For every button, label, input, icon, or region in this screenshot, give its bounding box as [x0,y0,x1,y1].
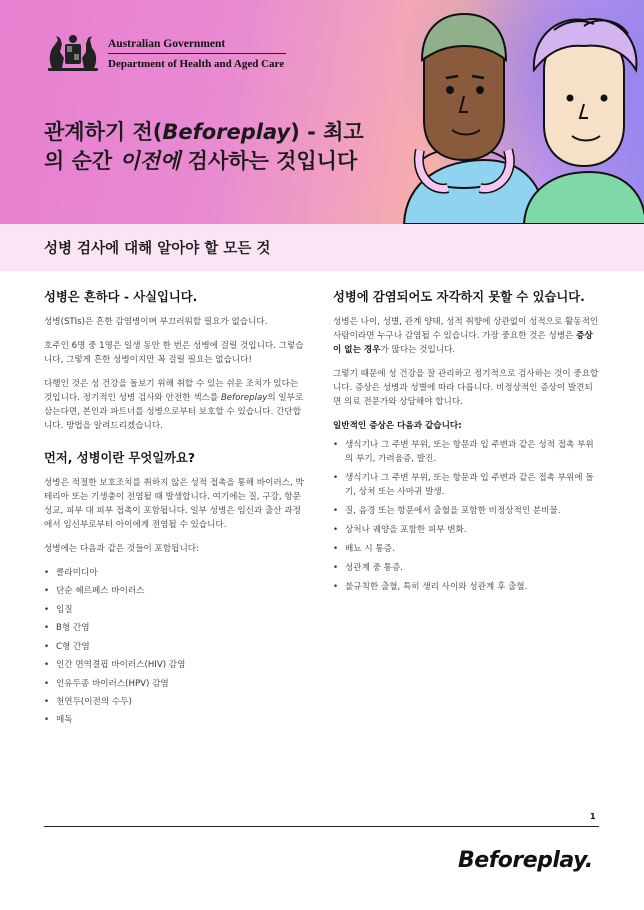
page-title: 관계하기 전(Beforeplay) - 최고의 순간 이전에 검사하는 것입니다 [44,120,364,173]
paragraph: 성병은 나이, 성별, 관계 양태, 성적 취향에 상관없이 성적으로 활동적인 사람이라면 누구나 감염될 수 있습니다. 가장 중요한 것은 성병은 증상이 없는 경우가 많다는 것입니다. [333,316,599,355]
list-item: • 질, 음경 또는 항문에서 출혈을 포함한 비정상적인 분비물. [345,505,601,519]
government-branding [44,30,286,74]
beforeplay-logo: Beforeplay. [458,848,593,873]
list-item: • C형 간염 [56,641,306,655]
section-heading-common: 성병은 흔하다 - 사실입니다. [44,290,198,304]
paragraph: 호주인 6명 중 1명은 일생 동안 한 번은 성병에 걸릴 것입니다. 그렇습니다, 그렇게 흔한 성병이지만 꼭 걸릴 필요는 없습니다! [44,340,304,365]
list-item: • 천연두(이전의 수두) [56,696,306,710]
list-item: • 배뇨 시 통증. [345,543,601,557]
list-item: • B형 간염 [56,622,306,636]
paragraph: 성병은 적절한 보호조치를 취하지 않은 성적 접촉을 통해 바이러스, 박테리아 또는 기생충이 전염될 때 발생합니다. 여기에는 질, 구강, 항문 성교, 피부 대 피부 접촉이 포함됩니다. 일부 성병은 임신과 출산 과정에서 임신부로부터 아이에게 전염될 수 있습니다. [44,478,304,531]
paragraph: 성병에는 다음과 같은 것들이 포함됩니다: [44,544,199,555]
paragraph: 성병(STIs)은 흔한 감염병이며 부끄러워할 필요가 없습니다. [44,316,268,327]
list-item: • 생식기나 그 주변 부위, 또는 항문과 입 주변과 같은 접촉 부위에 돌기, 상처 또는 사마귀 발생. [345,472,601,500]
department-name: Department of Health and Aged Care [108,58,285,70]
right-column [333,290,601,600]
list-item: • 상처나 궤양을 포함한 피부 변화. [345,524,601,538]
list-item: • 인유두종 바이러스(HPV) 감염 [56,678,306,692]
list-item: • 성관계 중 통증. [345,562,601,576]
footer-divider [44,826,599,827]
section-heading-what-is-sti: 먼저, 성병이란 무엇일까요? [44,451,196,466]
list-item: • 매독 [56,714,306,728]
paragraph: 그렇기 때문에 성 건강을 잘 관리하고 정기적으로 검사하는 것이 중요합니다. 증상은 성병과 성별에 따라 다릅니다. 비정상적인 증상이 발견되면 의료 전문가와 상담해야 합니다. [333,368,599,407]
list-item: • 불규칙한 출혈, 특히 생리 사이와 성관계 후 출혈. [345,581,601,595]
paragraph: 다행인 것은 성 건강을 돌보기 위해 취할 수 있는 쉬운 조치가 있다는 것입니다. 정기적인 성병 검사와 안전한 섹스를 Beforeplay의 일부로 삼는다면, 본인과 파트너를 성병으로부터 보호할 수 있습니다. 간단합니다. 방법을 알려드리겠습니다. [44,378,304,431]
section-heading-unaware: 성병에 감염되어도 자각하지 못할 수 있습니다. [333,290,585,304]
list-item: • 생식기나 그 주변 부위, 또는 항문과 입 주변과 같은 성적 접촉 부위의 부기, 가려움증, 발진. [345,439,601,467]
symptoms-subheading: 일반적인 증상은 다음과 같습니다: [333,420,462,431]
illustrated-people-image [384,0,644,224]
header-banner [0,0,644,224]
list-item: • 인간 면역결핍 바이러스(HIV) 감염 [56,659,306,673]
list-item: • 클라미디아 [56,567,306,581]
left-column [44,290,306,733]
page-number: 1 [590,812,596,821]
subtitle-band [0,224,644,271]
symptom-list [333,439,601,594]
coat-of-arms-icon [44,30,102,74]
sti-list [44,567,306,728]
subtitle: 성병 검사에 대해 알아야 할 모든 것 [44,241,271,257]
gov-name: Australian Government [108,38,286,54]
list-item: • 임질 [56,604,306,618]
list-item: • 단순 헤르페스 바이러스 [56,585,306,599]
